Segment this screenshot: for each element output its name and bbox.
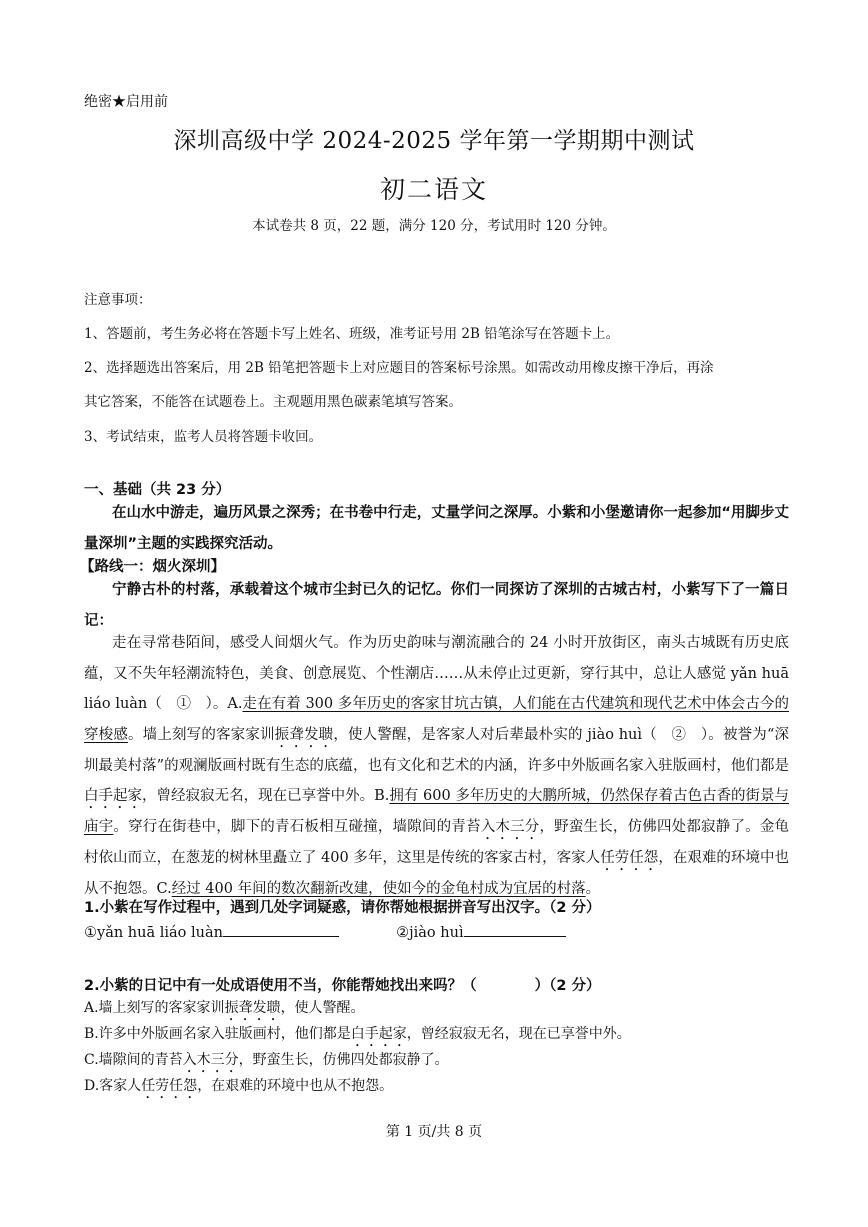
notice-item: 2、选择题选出答案后，用 2B 铅笔把答题卡上对应题目的答案标号涂黑。如需改动用橡皮擦干净后，再涂 [84, 360, 714, 376]
diary-text: ，曾经寂寂无名，现在已享誉中外。B. [142, 788, 390, 805]
idiom-dotted: 振聋发聩 [274, 726, 334, 743]
confidential-mark: 绝密★启用前 [84, 94, 168, 110]
blank-2-label: ②jiào huì [396, 925, 464, 941]
page-footer: 第 1 页/共 8 页 [385, 1124, 483, 1140]
diary-text: ，野蛮生长，仿佛四处都寂静了。金龟村依山而立，在葱茏的树林里矗立了 400 多年，这里是传统的客家古村，客家人 [84, 819, 790, 867]
option-d[interactable] [84, 1075, 393, 1102]
option-b-text: ，曾经寂寂无名，现在已享誉中外。 [406, 1026, 631, 1042]
blank-1-label: ①yǎn huā liáo luàn [84, 925, 223, 941]
option-a-text: ，使人警醒。 [280, 1000, 365, 1016]
option-b-text: B.许多中外版画名家入驻版画村，他们都是 [84, 1026, 351, 1042]
answer-blank-2[interactable] [464, 922, 566, 937]
answer-blank-1[interactable] [223, 922, 339, 937]
sentence-a: 走在有着 300 多年历史的客家甘坑古镇，人们能在古代建筑和现代艺术中体会古今的穿梭感 [84, 696, 789, 743]
diary-text: 。 [585, 881, 601, 898]
route-label: 【路线一：烟火深圳】 [80, 559, 225, 575]
question-1-blanks [84, 922, 789, 941]
option-d-idiom: 任劳任怨 [141, 1078, 198, 1094]
notice-heading: 注意事项： [84, 292, 152, 308]
diary-text: ，使人警醒，是客家人对后辈最朴实的 jiào huì（ ② ）。被誉为“深圳最美村落”的观澜版画村既有生态的底蕴，也有文化和艺术的内涵，许多中外版画名家入驻版画村，他们都是 [84, 726, 790, 774]
diary-passage [84, 628, 789, 905]
idiom-dotted: 任劳任怨 [600, 850, 659, 867]
option-b[interactable] [84, 1023, 631, 1050]
option-a-text: A.墙上刻写的客家家训 [84, 1000, 225, 1016]
question-1-heading: 1.小紫在写作过程中，遇到几处字词疑惑，请你帮她根据拼音写出汉字。（2 分） [84, 900, 601, 916]
diary-text: 。墙上刻写的客家家训 [128, 726, 275, 743]
idiom-dotted: 白手起家 [84, 788, 143, 805]
diary-text: ，在艰难的环境中也从不抱怨。C. [84, 850, 789, 898]
option-c-text: ，野蛮生长，仿佛四处都寂静了。 [238, 1052, 449, 1068]
option-d-text: ，在艰难的环境中也从不抱怨。 [197, 1078, 394, 1094]
diary-text: 。穿行在街巷中，脚下的青石板相互碰撞，墙隙间的青苔 [113, 819, 481, 836]
sentence-c: 经过 400 年间的数次翻新改建，使如今的金龟村成为宜居的村落 [171, 881, 586, 898]
section-intro: 在山水中游走，遍历风景之深秀；在书卷中行走，丈量学问之深厚。小紫和小堡邀请你一起参加“用脚步丈量深圳”主题的实践探究活动。 [84, 505, 789, 552]
option-c-text: C.墙隙间的青苔 [84, 1052, 183, 1068]
option-b-idiom: 白手起家 [350, 1026, 407, 1042]
option-d-text: D.客家人 [84, 1078, 142, 1094]
notice-item: 1、答题前，考生务必将在答题卡写上姓名、班级，准考证号用 2B 铅笔涂写在答题卡上。 [84, 326, 620, 342]
option-a-idiom: 振聋发聩 [224, 1000, 281, 1016]
option-c-idiom: 入木三分 [182, 1052, 239, 1068]
exam-subject: 初二语文 [379, 175, 488, 204]
exam-title: 深圳高级中学 2024-2025 学年第一学期期中测试 [173, 128, 695, 154]
sentence-b: 拥有 600 多年历史的大鹏所城，仍然保存着古色古香的街景与庙宇 [84, 788, 789, 836]
notice-item: 3、考试结束，监考人员将答题卡收回。 [84, 429, 323, 445]
question-2-heading: 2.小紫的日记中有一处成语使用不当，你能帮她找出来吗？（ ）（2 分） [84, 978, 601, 994]
option-a[interactable] [84, 997, 365, 1024]
diary-text: 走在寻常巷陌间，感受人间烟火气。作为历史韵味与潮流融合的 24 小时开放街区，南头古城既有历史底蕴，又不失年轻潮流特色，美食、创意展览、个性潮店……从未停止过更新，穿行其中，总让人感觉 yǎn huā liáo luàn（ ① ）。A. [84, 635, 789, 713]
section-heading: 一、基础（共 23 分） [84, 482, 231, 498]
option-c[interactable] [84, 1049, 449, 1076]
notice-item: 其它答案，不能答在试题卷上。主观题用黑色碳素笔填写答案。 [84, 394, 462, 410]
diary-lead: 宁静古朴的村落，承载着这个城市尘封已久的记忆。你们一同探访了深圳的古城古村，小紫写下了一篇日记： [84, 582, 789, 629]
idiom-dotted: 入木三分 [480, 819, 540, 836]
exam-summary: 本试卷共 8 页，22 题，满分 120 分，考试用时 120 分钟。 [252, 218, 616, 234]
